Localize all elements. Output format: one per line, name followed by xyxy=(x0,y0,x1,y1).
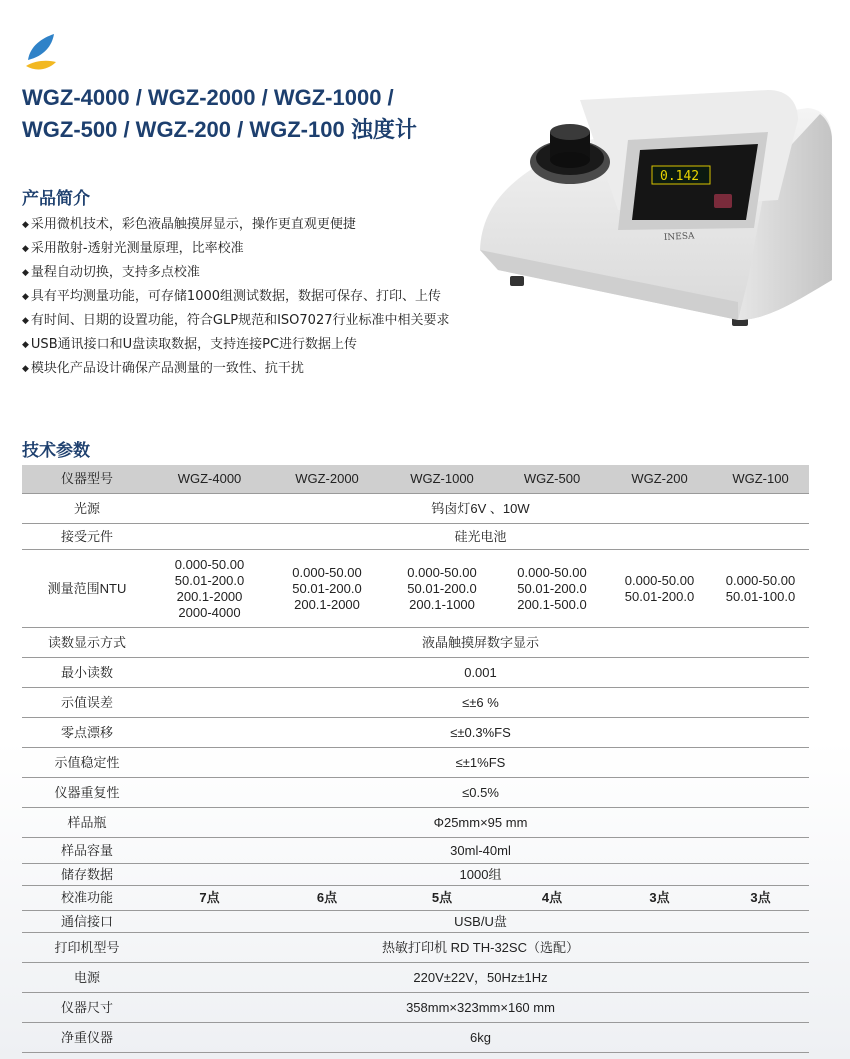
calibration-cell: 3点 xyxy=(607,886,712,911)
header-cell: WGZ-4000 xyxy=(152,465,267,494)
table-row xyxy=(22,993,809,1023)
range-cell xyxy=(497,550,607,628)
table-row xyxy=(22,658,809,688)
screen-reading: 0.142 xyxy=(660,169,700,184)
range-line: 0.000-50.00 xyxy=(292,564,362,580)
range-line: 2000-4000 xyxy=(178,604,241,620)
title-line-2: WGZ-500 / WGZ-200 / WGZ-100 浊度计 xyxy=(22,117,417,142)
spec-table xyxy=(22,465,809,1053)
row-value: 358mm×323mm×160 mm xyxy=(152,993,809,1023)
spec-heading: 技术参数 xyxy=(22,441,90,461)
range-cell xyxy=(387,550,497,628)
range-line: 200.1-500.0 xyxy=(517,596,587,612)
table-row xyxy=(22,933,809,963)
row-label: 测量范围NTU xyxy=(22,550,152,628)
range-cell xyxy=(712,550,809,628)
feature-item: ◆ 具有平均测量功能，可存储1000组测试数据，数据可保存、打印、上传 xyxy=(22,285,449,309)
row-label: 接受元件 xyxy=(22,524,152,550)
table-row xyxy=(22,524,809,550)
header-cell: WGZ-2000 xyxy=(267,465,387,494)
range-cell xyxy=(607,550,712,628)
header-cell: WGZ-1000 xyxy=(387,465,497,494)
calibration-cell: 7点 xyxy=(152,886,267,911)
table-row xyxy=(22,911,809,933)
range-line: 0.000-50.00 xyxy=(517,564,587,580)
feature-item: ◆ 采用散射-透射光测量原理，比率校准 xyxy=(22,237,449,261)
feature-item: ◆ 有时间、日期的设置功能，符合GLP规范和ISO7027行业标准中相关要求 xyxy=(22,309,449,333)
header-cell: WGZ-100 xyxy=(712,465,809,494)
row-value: ≤±0.3%FS xyxy=(152,718,809,748)
row-value: 6kg xyxy=(152,1023,809,1053)
row-label: 最小读数 xyxy=(22,658,152,688)
row-label: 示值误差 xyxy=(22,688,152,718)
header-cell: WGZ-500 xyxy=(497,465,607,494)
row-label: 仪器尺寸 xyxy=(22,993,152,1023)
row-label: 样品容量 xyxy=(22,838,152,864)
row-value: 220V±22V，50Hz±1Hz xyxy=(152,963,809,993)
table-row xyxy=(22,688,809,718)
range-line: 50.01-200.0 xyxy=(624,588,695,604)
table-row xyxy=(22,748,809,778)
row-value: 1000组 xyxy=(152,864,809,886)
row-value: Φ25mm×95 mm xyxy=(152,808,809,838)
row-value: USB/U盘 xyxy=(152,911,809,933)
range-cell xyxy=(267,550,387,628)
row-value: 0.001 xyxy=(152,658,809,688)
range-cell xyxy=(152,550,267,628)
range-line: 200.1-1000 xyxy=(409,596,475,612)
range-line: 0.000-50.00 xyxy=(725,572,796,588)
range-line: 0.000-50.00 xyxy=(624,572,695,588)
table-row xyxy=(22,1023,809,1053)
range-line: 200.1-2000 xyxy=(176,588,243,604)
calibration-cell: 5点 xyxy=(387,886,497,911)
range-line: 0.000-50.00 xyxy=(174,556,245,572)
row-label: 仪器重复性 xyxy=(22,778,152,808)
title-line-1: WGZ-4000 / WGZ-2000 / WGZ-1000 / xyxy=(22,85,394,110)
table-header-row xyxy=(22,465,809,494)
turbidimeter-image xyxy=(468,80,838,330)
row-value: 液晶触摸屏数字显示 xyxy=(152,628,809,658)
row-label: 样品瓶 xyxy=(22,808,152,838)
range-line: 50.01-200.0 xyxy=(517,580,587,596)
range-line: 50.01-200.0 xyxy=(407,580,477,596)
row-value: 热敏打印机 RD TH-32SC（选配） xyxy=(152,933,809,963)
row-label: 光源 xyxy=(22,494,152,524)
row-label: 储存数据 xyxy=(22,864,152,886)
row-value: ≤±1%FS xyxy=(152,748,809,778)
page-title xyxy=(22,82,417,146)
table-row xyxy=(22,886,809,911)
feature-item: ◆ USB通讯接口和U盘读取数据，支持连接PC进行数据上传 xyxy=(22,333,449,357)
calibration-cell: 6点 xyxy=(267,886,387,911)
table-row xyxy=(22,718,809,748)
row-value: 钨卤灯6V 、10W xyxy=(152,494,809,524)
row-label: 电源 xyxy=(22,963,152,993)
row-label: 打印机型号 xyxy=(22,933,152,963)
calibration-cell: 4点 xyxy=(497,886,607,911)
row-label: 通信接口 xyxy=(22,911,152,933)
row-label: 校准功能 xyxy=(22,886,152,911)
calibration-cell: 3点 xyxy=(712,886,809,911)
row-value: ≤0.5% xyxy=(152,778,809,808)
row-label: 示值稳定性 xyxy=(22,748,152,778)
row-value: ≤±6 % xyxy=(152,688,809,718)
range-line: 50.01-200.0 xyxy=(174,572,245,588)
table-row xyxy=(22,778,809,808)
range-line: 200.1-2000 xyxy=(294,596,360,612)
row-label: 零点漂移 xyxy=(22,718,152,748)
feature-list xyxy=(22,213,449,381)
header-cell: 仪器型号 xyxy=(22,465,152,494)
table-row xyxy=(22,494,809,524)
row-label: 读数显示方式 xyxy=(22,628,152,658)
feature-item: ◆ 模块化产品设计确保产品测量的一致性、抗干扰 xyxy=(22,357,449,381)
feature-item: ◆ 采用微机技术，彩色液晶触摸屏显示，操作更直观更便捷 xyxy=(22,213,449,237)
range-line: 50.01-100.0 xyxy=(725,588,796,604)
header-cell: WGZ-200 xyxy=(607,465,712,494)
row-label: 净重仪器 xyxy=(22,1023,152,1053)
table-row xyxy=(22,838,809,864)
row-value: 30ml-40ml xyxy=(152,838,809,864)
table-row xyxy=(22,864,809,886)
table-row xyxy=(22,963,809,993)
brand-logo-icon xyxy=(22,32,58,72)
range-line: 0.000-50.00 xyxy=(407,564,477,580)
table-row xyxy=(22,550,809,628)
table-row xyxy=(22,808,809,838)
feature-item: ◆ 量程自动切换，支持多点校准 xyxy=(22,261,449,285)
table-row xyxy=(22,628,809,658)
brand-label: INESA xyxy=(663,231,695,243)
range-line: 50.01-200.0 xyxy=(292,580,362,596)
intro-heading: 产品简介 xyxy=(22,189,90,209)
row-value: 硅光电池 xyxy=(152,524,809,550)
